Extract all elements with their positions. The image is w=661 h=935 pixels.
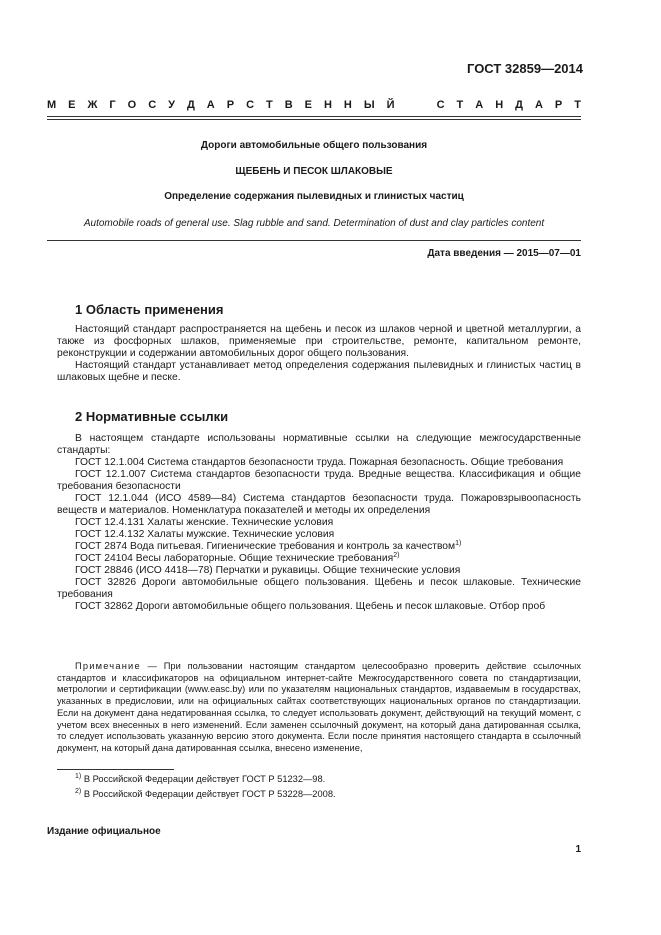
banner-letter: Н — [323, 99, 332, 111]
reference-item — [57, 577, 581, 601]
section-2-body — [57, 433, 581, 613]
banner-letter: Е — [304, 99, 312, 111]
reference-text: ГОСТ 24104 Весы лабораторные. Общие технические требования — [75, 553, 394, 564]
note-text: — При пользовании настоящим стандартом целесообразно проверить действие ссылочных стандартов и классификаторов на официальном интернет-сайте Межгосударственного совета по стандартизации, метрологии и сертификации (www.easc.by) или по указателям национальных стандартов, издаваемым в государствах, указанных в предисловии, или на официальных сайтах соответствующих национальных органов по стандартизации. Если на документ дана недатированная ссылка, то следует использовать документ, действующий на текущий момент, с учетом всех внесенных в него изменений. Если заменен ссылочный документ, на который дана датированная ссылка, то следует использовать указанную версию этого документа. Если после принятия настоящего стандарта в ссылочный документ, на который дана датированная ссылка, внесено изменение, — [57, 661, 581, 753]
page-number: 1 — [575, 844, 581, 855]
banner-letter: С — [148, 99, 157, 111]
banner-letter: В — [284, 99, 293, 111]
banner-letter: Р — [226, 99, 235, 111]
standard-code: ГОСТ 32859—2014 — [467, 61, 583, 76]
reference-text: ГОСТ 32862 Дороги автомобильные общего пользования. Щебень и песок шлаковые. Отбор проб — [75, 601, 546, 612]
banner-letter: А — [206, 99, 215, 111]
reference-text: ГОСТ 2874 Вода питьевая. Гигиенические требования и контроль за качеством — [75, 541, 456, 552]
banner-letter: Й — [386, 99, 395, 111]
interstate-standard-banner — [47, 99, 581, 111]
banner-letter: Н — [495, 99, 504, 111]
banner-letter — [422, 99, 425, 111]
reference-footnote-mark: 2) — [393, 552, 400, 559]
banner-letter: Г — [109, 99, 116, 111]
banner-letter: М — [47, 99, 57, 111]
reference-item — [57, 457, 581, 469]
footnote-separator — [57, 769, 174, 770]
title-english: Automobile roads of general use. Slag rubble and sand. Determination of dust and clay particles content — [83, 218, 545, 229]
banner-letter: С — [436, 99, 445, 111]
normative-references-list — [57, 457, 581, 613]
official-edition-label: Издание официальное — [47, 826, 161, 837]
section-1-heading: 1 Область применения — [75, 302, 224, 317]
footnote-mark: 2) — [75, 788, 82, 795]
title-line-2: ЩЕБЕНЬ И ПЕСОК ШЛАКОВЫЕ — [235, 166, 393, 177]
reference-item — [57, 565, 581, 577]
banner-letter: Т — [456, 99, 464, 111]
footnote-mark: 1) — [75, 773, 82, 780]
banner-letter: Ж — [87, 99, 98, 111]
banner-letter: О — [127, 99, 137, 111]
title-separator — [47, 240, 581, 241]
banner-letter: У — [168, 99, 175, 111]
title-line-1: Дороги автомобильные общего пользования — [200, 140, 428, 151]
reference-item — [57, 517, 581, 529]
reference-item — [57, 553, 581, 565]
banner-letter: С — [246, 99, 255, 111]
reference-text: ГОСТ 12.4.132 Халаты мужские. Технические условия — [75, 529, 335, 540]
section-2-intro: В настоящем стандарте использованы нормативные ссылки на следующие межгосударственные стандарты: — [57, 433, 581, 456]
reference-item — [57, 601, 581, 613]
banner-letter: А — [475, 99, 484, 111]
reference-item — [57, 493, 581, 517]
banner-letter: Т — [574, 99, 581, 111]
reference-text: ГОСТ 12.1.007 Система стандартов безопасности труда. Вредные вещества. Классификация и общие требования безопасности — [57, 469, 581, 492]
reference-item — [57, 541, 581, 553]
section-1-paragraph: Настоящий стандарт устанавливает метод определения содержания пылевидных и глинистых частиц в шлаковых щебне и песке. — [57, 360, 581, 383]
reference-text: ГОСТ 12.4.131 Халаты женские. Технические условия — [75, 517, 334, 528]
reference-text: ГОСТ 28846 (ИСО 4418—78) Перчатки и рукавицы. Общие технические условия — [75, 565, 461, 576]
section-1-body — [57, 324, 581, 384]
reference-item — [57, 529, 581, 541]
reference-text: ГОСТ 32826 Дороги автомобильные общего пользования. Щебень и песок шлаковые. Технические требования — [57, 577, 581, 600]
section-2-heading: 2 Нормативные ссылки — [75, 409, 229, 424]
header-separator-top — [47, 116, 581, 117]
banner-letter — [407, 99, 410, 111]
reference-text: ГОСТ 12.1.004 Система стандартов безопасности труда. Пожарная безопасность. Общие требования — [75, 457, 564, 468]
banner-letter: Н — [343, 99, 352, 111]
footnote-text: В Российской Федерации действует ГОСТ Р 51232—98. — [83, 774, 326, 784]
banner-letter: Ы — [363, 99, 375, 111]
reference-text: ГОСТ 12.1.044 (ИСО 4589—84) Система стандартов безопасности труда. Пожаровзрывоопасность веществ и материалов. Номенклатура показателей и методы их определения — [57, 493, 581, 516]
reference-item — [57, 469, 581, 493]
header-separator-bottom — [47, 119, 581, 120]
reference-footnote-mark: 1) — [455, 540, 462, 547]
note-label: Примечание — [75, 661, 141, 671]
section-1-paragraph: Настоящий стандарт распространяется на щебень и песок из шлаков черной и цветной металлургии, а также из фосфорных шлаков, применяемые при строительстве, ремонте, капитальном ремонте, реконструкции и содержании автомобильных дорог общего пользования. — [57, 324, 581, 359]
banner-letter: А — [534, 99, 543, 111]
banner-letter: Т — [266, 99, 273, 111]
banner-letter: Д — [186, 99, 195, 111]
banner-letter: Д — [515, 99, 523, 111]
introduction-date: Дата введения — 2015—07—01 — [427, 248, 581, 259]
footnote-text: В Российской Федерации действует ГОСТ Р 53228—2008. — [83, 789, 336, 799]
note-block — [57, 661, 581, 755]
banner-letter: Е — [68, 99, 76, 111]
title-line-3: Определение содержания пылевидных и глинистых частиц — [164, 191, 464, 202]
footnote-2 — [75, 789, 336, 799]
footnote-1 — [75, 774, 325, 784]
banner-letter: Р — [554, 99, 563, 111]
